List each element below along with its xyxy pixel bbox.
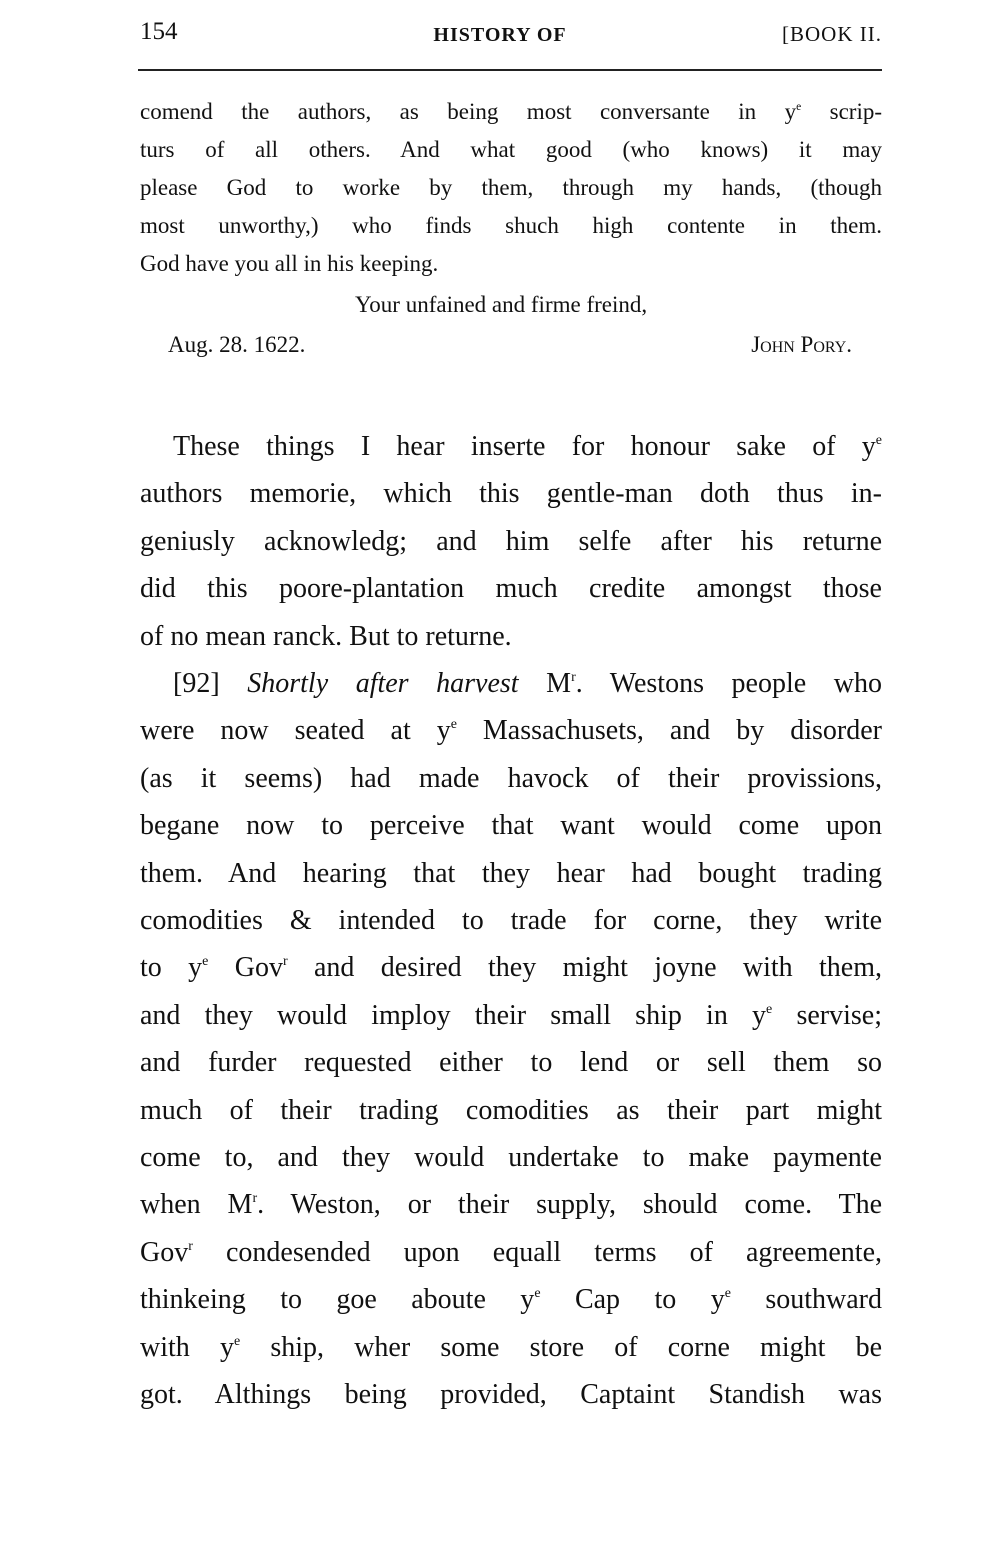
text-segment: scrip-	[801, 99, 882, 124]
text-line	[140, 526, 882, 558]
text-line	[140, 1189, 882, 1221]
text-line	[140, 905, 882, 937]
superscript: e	[766, 1001, 773, 1017]
superscript: e	[233, 1333, 241, 1349]
text-segment: Gov	[208, 952, 283, 984]
superscript: r	[571, 669, 576, 685]
text-segment: did this poore-plantation much credite amongst those	[140, 573, 882, 605]
running-title: HISTORY OF	[433, 24, 567, 46]
text-segment: geniusly acknowledg; and him selfe after his returne	[140, 525, 882, 557]
text-segment: Cap to y	[540, 1284, 725, 1316]
text-line	[140, 1284, 882, 1316]
text-line	[140, 1237, 882, 1269]
text-segment: [92]	[173, 668, 248, 699]
text-segment: with y	[140, 1331, 234, 1363]
text-segment: God have you all in his keeping.	[140, 251, 439, 276]
text-line	[140, 1000, 882, 1032]
text-segment: thinkeing to goe aboute y	[140, 1284, 535, 1316]
text-segment: of no mean ranck. But to returne.	[140, 620, 512, 652]
text-line	[140, 1095, 882, 1127]
text-line	[140, 1379, 882, 1411]
text-segment: . Weston, or their supply, should come. The	[257, 1189, 882, 1221]
text-segment: please God to worke by them, through my hands, (though	[140, 175, 882, 200]
text-segment: them. And hearing that they hear had bought trading	[140, 857, 882, 889]
text-segment: ship, wher some store of corne might be	[240, 1331, 882, 1363]
text-line	[140, 573, 882, 605]
text-line	[173, 668, 882, 700]
text-line	[173, 431, 882, 463]
header-rule	[138, 69, 882, 71]
text-line	[140, 810, 882, 842]
text-segment: were now seated at y	[140, 715, 451, 747]
superscript: e	[875, 432, 882, 448]
text-segment: much of their trading comodities as their part might	[140, 1094, 882, 1126]
text-segment: and furder requested either to lend or sell them so	[140, 1047, 882, 1079]
text-segment: when M	[140, 1189, 253, 1221]
text-segment: turs of all others. And what good (who knows) it may	[140, 137, 882, 162]
text-segment: These things I hear inserte for honour sake of y	[173, 431, 876, 462]
text-line	[140, 213, 882, 239]
text-line	[140, 1332, 882, 1364]
superscript: e	[202, 954, 209, 970]
text-segment: southward	[730, 1284, 882, 1316]
text-segment: and desired they might joyne with them,	[287, 952, 882, 984]
text-segment: got. Althings being provided, Captaint Standish was	[140, 1379, 882, 1410]
text-segment: begane now to perceive that want would come upon	[140, 810, 882, 842]
text-line	[140, 952, 882, 984]
book-label: [BOOK II.	[782, 22, 882, 46]
superscript: r	[188, 1238, 193, 1254]
text-segment: condesended upon equall terms of agreemente,	[192, 1236, 882, 1268]
closing-line: Your unfained and firme freind,	[355, 292, 648, 317]
superscript: r	[282, 954, 288, 970]
text-segment: . Westons people who	[575, 668, 882, 699]
text-segment: come to, and they would undertake to make paymente	[140, 1142, 882, 1173]
text-line	[140, 251, 882, 277]
text-line	[140, 858, 882, 890]
text-line	[140, 621, 882, 653]
italic-text: Shortly after harvest	[247, 668, 519, 699]
text-segment: comend the authors, as being most conversante in y	[140, 99, 797, 124]
text-segment: Massachusets, and by disorder	[456, 715, 882, 747]
superscript: e	[534, 1286, 541, 1301]
text-segment: servise;	[772, 999, 883, 1031]
text-segment: (as it seems) had made havock of their provissions,	[140, 762, 882, 794]
superscript: e	[796, 100, 802, 113]
text-line	[140, 763, 882, 795]
superscript: r	[252, 1191, 258, 1207]
text-segment: and they would imploy their small ship in y	[140, 999, 767, 1031]
text-segment: M	[518, 668, 572, 699]
text-line	[140, 137, 882, 163]
text-line	[140, 715, 882, 747]
text-segment: Gov	[140, 1236, 189, 1268]
text-segment: to y	[140, 952, 203, 984]
text-line	[140, 175, 882, 201]
text-line	[140, 1047, 882, 1079]
text-line	[140, 99, 882, 125]
page-number: 154	[140, 18, 178, 45]
superscript: e	[450, 717, 457, 733]
text-line	[140, 478, 882, 510]
text-line	[140, 1142, 882, 1174]
text-segment: most unworthy,) who finds shuch high contente in them.	[140, 213, 882, 238]
letter-date: Aug. 28. 1622.	[168, 332, 306, 357]
text-segment: authors memorie, which this gentle-man doth thus in-	[140, 478, 882, 510]
letter-signature: John Pory.	[751, 332, 852, 357]
text-segment: comodities & intended to trade for corne, they write	[140, 905, 882, 936]
superscript: e	[724, 1286, 731, 1301]
